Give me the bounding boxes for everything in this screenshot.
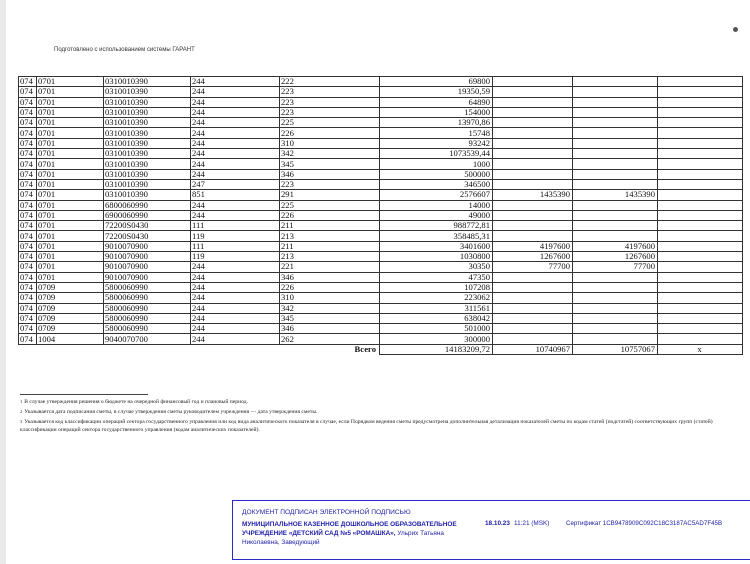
total-row bbox=[19, 344, 743, 354]
cell-kosgu-code: 342 bbox=[280, 149, 380, 159]
cell-extra bbox=[658, 107, 743, 117]
budget-table-body bbox=[19, 77, 743, 355]
cell-expense-type: 247 bbox=[191, 179, 280, 189]
cell-extra bbox=[658, 272, 743, 282]
cell-amount-current: 988772,81 bbox=[380, 221, 493, 231]
total-value: 10740967 bbox=[493, 344, 573, 354]
cell-amount-plan bbox=[573, 200, 658, 210]
table-row bbox=[19, 200, 743, 210]
cell-expense-type: 244 bbox=[191, 200, 280, 210]
cell-section-code: 0701 bbox=[37, 149, 104, 159]
signature-organization: МУНИЦИПАЛЬНОЕ КАЗЕННОЕ ДОШКОЛЬНОЕ ОБРАЗОВАТЕЛЬНОЕ УЧРЕЖДЕНИЕ «ДЕТСКИЙ САД №5 «РОМАШКА», bbox=[242, 521, 457, 537]
cell-chapter-code: 074 bbox=[19, 179, 37, 189]
cell-expense-type: 244 bbox=[191, 282, 280, 292]
cell-expense-type: 119 bbox=[191, 231, 280, 241]
cell-amount-current: 501000 bbox=[380, 324, 493, 334]
cell-amount-plan bbox=[573, 221, 658, 231]
cell-extra bbox=[658, 77, 743, 87]
cell-amount-current: 346500 bbox=[380, 179, 493, 189]
cell-kosgu-code: 223 bbox=[280, 87, 380, 97]
cell-amount-current: 223062 bbox=[380, 293, 493, 303]
cell-amount-current: 69800 bbox=[380, 77, 493, 87]
cell-amount-plan bbox=[573, 179, 658, 189]
cell-amount-plan bbox=[573, 272, 658, 282]
cell-amount-plan: 77700 bbox=[573, 262, 658, 272]
cell-amount-current: 13970,86 bbox=[380, 118, 493, 128]
table-row bbox=[19, 107, 743, 117]
cell-extra bbox=[658, 334, 743, 344]
cell-target-code: 9010070900 bbox=[104, 252, 191, 262]
cell-kosgu-code: 346 bbox=[280, 272, 380, 282]
cell-amount-next bbox=[493, 210, 573, 220]
cell-target-code: 5800060990 bbox=[104, 282, 191, 292]
cell-target-code: 0310010390 bbox=[104, 118, 191, 128]
cell-target-code: 0310010390 bbox=[104, 190, 191, 200]
footnotes bbox=[20, 398, 740, 436]
cell-section-code: 0701 bbox=[37, 262, 104, 272]
cell-chapter-code: 074 bbox=[19, 77, 37, 87]
cell-amount-plan bbox=[573, 107, 658, 117]
cell-amount-next bbox=[493, 107, 573, 117]
table-row bbox=[19, 159, 743, 169]
table-row bbox=[19, 118, 743, 128]
table-row bbox=[19, 303, 743, 313]
cell-target-code: 72200S0430 bbox=[104, 231, 191, 241]
cell-target-code: 0310010390 bbox=[104, 87, 191, 97]
cell-extra bbox=[658, 149, 743, 159]
cell-amount-current: 1000 bbox=[380, 159, 493, 169]
signature-time: 11:21 (MSK) bbox=[514, 520, 550, 527]
cell-chapter-code: 074 bbox=[19, 324, 37, 334]
table-row bbox=[19, 324, 743, 334]
cell-section-code: 0701 bbox=[37, 200, 104, 210]
cell-chapter-code: 074 bbox=[19, 190, 37, 200]
cell-amount-plan bbox=[573, 293, 658, 303]
cell-amount-next bbox=[493, 313, 573, 323]
cell-section-code: 0701 bbox=[37, 231, 104, 241]
cell-extra bbox=[658, 324, 743, 334]
cell-section-code: 0701 bbox=[37, 221, 104, 231]
cell-amount-plan bbox=[573, 324, 658, 334]
cell-chapter-code: 074 bbox=[19, 169, 37, 179]
cell-kosgu-code: 346 bbox=[280, 324, 380, 334]
cell-amount-next bbox=[493, 128, 573, 138]
cell-section-code: 0701 bbox=[37, 241, 104, 251]
cell-kosgu-code: 211 bbox=[280, 241, 380, 251]
cell-kosgu-code: 213 bbox=[280, 231, 380, 241]
cell-expense-type: 851 bbox=[191, 190, 280, 200]
cell-section-code: 0701 bbox=[37, 138, 104, 148]
cell-amount-plan bbox=[573, 77, 658, 87]
cell-amount-next bbox=[493, 179, 573, 189]
cell-expense-type: 119 bbox=[191, 252, 280, 262]
cell-kosgu-code: 213 bbox=[280, 252, 380, 262]
cell-section-code: 0701 bbox=[37, 159, 104, 169]
cell-amount-plan bbox=[573, 334, 658, 344]
table-row bbox=[19, 97, 743, 107]
cell-expense-type: 244 bbox=[191, 293, 280, 303]
cell-amount-current: 500000 bbox=[380, 169, 493, 179]
cell-kosgu-code: 226 bbox=[280, 128, 380, 138]
footnote bbox=[20, 398, 740, 406]
cell-kosgu-code: 221 bbox=[280, 262, 380, 272]
cell-section-code: 0709 bbox=[37, 282, 104, 292]
cell-section-code: 0701 bbox=[37, 97, 104, 107]
cell-amount-next bbox=[493, 282, 573, 292]
cell-chapter-code: 074 bbox=[19, 241, 37, 251]
cell-chapter-code: 074 bbox=[19, 231, 37, 241]
table-row bbox=[19, 282, 743, 292]
cell-chapter-code: 074 bbox=[19, 87, 37, 97]
cell-amount-current: 311561 bbox=[380, 303, 493, 313]
footnote bbox=[20, 418, 740, 435]
page-corner-dot bbox=[733, 27, 738, 32]
cell-amount-plan bbox=[573, 169, 658, 179]
cell-expense-type: 244 bbox=[191, 87, 280, 97]
e-signature-stamp bbox=[232, 500, 750, 560]
cell-extra bbox=[658, 169, 743, 179]
footnote-divider bbox=[20, 394, 148, 395]
total-value: 10757067 bbox=[573, 344, 658, 354]
cell-section-code: 0709 bbox=[37, 303, 104, 313]
cell-extra bbox=[658, 313, 743, 323]
document-page bbox=[6, 0, 750, 564]
cell-kosgu-code: 226 bbox=[280, 210, 380, 220]
signature-person: Ульрих Татьяна Николаевна, Заведующий bbox=[242, 530, 444, 546]
table-row bbox=[19, 149, 743, 159]
cell-expense-type: 244 bbox=[191, 107, 280, 117]
cell-section-code: 0701 bbox=[37, 107, 104, 117]
cell-extra bbox=[658, 200, 743, 210]
cell-expense-type: 244 bbox=[191, 138, 280, 148]
total-value: x bbox=[658, 344, 743, 354]
signature-certificate: Сертификат 1CB9478909C092C18C3187AC5AD7F45B bbox=[566, 520, 723, 527]
cell-target-code: 5800060990 bbox=[104, 324, 191, 334]
cell-amount-current: 49000 bbox=[380, 210, 493, 220]
cell-chapter-code: 074 bbox=[19, 159, 37, 169]
cell-kosgu-code: 211 bbox=[280, 221, 380, 231]
cell-section-code: 0701 bbox=[37, 190, 104, 200]
cell-extra bbox=[658, 87, 743, 97]
cell-target-code: 0310010390 bbox=[104, 159, 191, 169]
total-value: 14183209,72 bbox=[380, 344, 493, 354]
cell-kosgu-code: 225 bbox=[280, 118, 380, 128]
cell-amount-next bbox=[493, 169, 573, 179]
cell-section-code: 0709 bbox=[37, 293, 104, 303]
table-row bbox=[19, 128, 743, 138]
cell-extra bbox=[658, 179, 743, 189]
cell-amount-next bbox=[493, 200, 573, 210]
cell-amount-next bbox=[493, 221, 573, 231]
cell-extra bbox=[658, 138, 743, 148]
cell-amount-current: 358485,31 bbox=[380, 231, 493, 241]
cell-chapter-code: 074 bbox=[19, 252, 37, 262]
footnote bbox=[20, 408, 740, 416]
cell-chapter-code: 074 bbox=[19, 293, 37, 303]
header-note: Подготовлено с использованием системы ГАРАНТ bbox=[54, 47, 195, 53]
table-row bbox=[19, 313, 743, 323]
cell-extra bbox=[658, 118, 743, 128]
cell-expense-type: 244 bbox=[191, 159, 280, 169]
cell-amount-next bbox=[493, 87, 573, 97]
cell-amount-next bbox=[493, 293, 573, 303]
cell-expense-type: 244 bbox=[191, 128, 280, 138]
cell-kosgu-code: 291 bbox=[280, 190, 380, 200]
cell-target-code: 9040070700 bbox=[104, 334, 191, 344]
cell-amount-plan bbox=[573, 87, 658, 97]
table-row bbox=[19, 179, 743, 189]
table-row bbox=[19, 241, 743, 251]
cell-expense-type: 244 bbox=[191, 262, 280, 272]
cell-target-code: 0310010390 bbox=[104, 77, 191, 87]
cell-kosgu-code: 262 bbox=[280, 334, 380, 344]
table-row bbox=[19, 262, 743, 272]
cell-amount-current: 154000 bbox=[380, 107, 493, 117]
cell-extra bbox=[658, 128, 743, 138]
cell-amount-next bbox=[493, 149, 573, 159]
cell-extra bbox=[658, 282, 743, 292]
cell-extra bbox=[658, 210, 743, 220]
cell-expense-type: 244 bbox=[191, 149, 280, 159]
footnote-mark: 1 bbox=[20, 399, 23, 404]
cell-extra bbox=[658, 159, 743, 169]
cell-amount-current: 2576607 bbox=[380, 190, 493, 200]
cell-amount-plan bbox=[573, 282, 658, 292]
cell-amount-plan bbox=[573, 128, 658, 138]
cell-kosgu-code: 310 bbox=[280, 138, 380, 148]
table-row bbox=[19, 77, 743, 87]
cell-chapter-code: 074 bbox=[19, 303, 37, 313]
cell-expense-type: 244 bbox=[191, 210, 280, 220]
cell-amount-plan bbox=[573, 210, 658, 220]
cell-amount-next: 77700 bbox=[493, 262, 573, 272]
cell-chapter-code: 074 bbox=[19, 97, 37, 107]
cell-target-code: 5800060990 bbox=[104, 313, 191, 323]
cell-amount-current: 30350 bbox=[380, 262, 493, 272]
cell-chapter-code: 074 bbox=[19, 128, 37, 138]
cell-amount-current: 15748 bbox=[380, 128, 493, 138]
cell-expense-type: 111 bbox=[191, 241, 280, 251]
cell-expense-type: 244 bbox=[191, 272, 280, 282]
cell-kosgu-code: 346 bbox=[280, 169, 380, 179]
table-row bbox=[19, 334, 743, 344]
cell-amount-next bbox=[493, 231, 573, 241]
cell-target-code: 0310010390 bbox=[104, 149, 191, 159]
cell-expense-type: 244 bbox=[191, 97, 280, 107]
cell-expense-type: 244 bbox=[191, 334, 280, 344]
table-row bbox=[19, 221, 743, 231]
budget-table bbox=[18, 76, 743, 355]
cell-target-code: 0310010390 bbox=[104, 138, 191, 148]
cell-kosgu-code: 223 bbox=[280, 179, 380, 189]
cell-chapter-code: 074 bbox=[19, 210, 37, 220]
cell-target-code: 0310010390 bbox=[104, 179, 191, 189]
cell-amount-plan bbox=[573, 149, 658, 159]
cell-section-code: 0701 bbox=[37, 252, 104, 262]
footnote-text: В случае утверждения решения о бюджете на очередной финансовый год и плановый период. bbox=[24, 399, 248, 405]
cell-amount-next bbox=[493, 303, 573, 313]
cell-section-code: 0701 bbox=[37, 272, 104, 282]
cell-amount-current: 19350,59 bbox=[380, 87, 493, 97]
cell-amount-current: 64890 bbox=[380, 97, 493, 107]
signature-title: ДОКУМЕНТ ПОДПИСАН ЭЛЕКТРОННОЙ ПОДПИСЬЮ bbox=[242, 509, 411, 516]
cell-amount-next bbox=[493, 159, 573, 169]
cell-amount-plan bbox=[573, 313, 658, 323]
cell-target-code: 5800060990 bbox=[104, 293, 191, 303]
cell-extra bbox=[658, 252, 743, 262]
cell-amount-next: 4197600 bbox=[493, 241, 573, 251]
cell-expense-type: 244 bbox=[191, 303, 280, 313]
cell-section-code: 0701 bbox=[37, 87, 104, 97]
cell-chapter-code: 074 bbox=[19, 272, 37, 282]
cell-amount-plan bbox=[573, 159, 658, 169]
total-label: Всего bbox=[354, 344, 376, 355]
cell-target-code: 5800060990 bbox=[104, 303, 191, 313]
cell-amount-current: 638042 bbox=[380, 313, 493, 323]
cell-amount-plan bbox=[573, 303, 658, 313]
cell-extra bbox=[658, 221, 743, 231]
cell-section-code: 0701 bbox=[37, 128, 104, 138]
cell-target-code: 0310010390 bbox=[104, 97, 191, 107]
cell-amount-next bbox=[493, 272, 573, 282]
cell-chapter-code: 074 bbox=[19, 221, 37, 231]
cell-expense-type: 111 bbox=[191, 221, 280, 231]
cell-section-code: 1004 bbox=[37, 334, 104, 344]
cell-extra bbox=[658, 293, 743, 303]
cell-chapter-code: 074 bbox=[19, 118, 37, 128]
cell-kosgu-code: 226 bbox=[280, 282, 380, 292]
cell-amount-next: 1267600 bbox=[493, 252, 573, 262]
cell-expense-type: 244 bbox=[191, 313, 280, 323]
footnote-mark: 2 bbox=[20, 409, 23, 414]
cell-target-code: 6900060990 bbox=[104, 210, 191, 220]
cell-extra bbox=[658, 303, 743, 313]
footnote-text: Указывается дата подписания сметы, в случае утверждения сметы руководителем учреждения — дата утверждения сметы. bbox=[24, 409, 318, 415]
cell-kosgu-code: 223 bbox=[280, 97, 380, 107]
cell-target-code: 72200S0430 bbox=[104, 221, 191, 231]
cell-chapter-code: 074 bbox=[19, 262, 37, 272]
table-row bbox=[19, 210, 743, 220]
cell-amount-next bbox=[493, 138, 573, 148]
cell-extra bbox=[658, 190, 743, 200]
cell-extra bbox=[658, 97, 743, 107]
cell-expense-type: 244 bbox=[191, 118, 280, 128]
cell-kosgu-code: 225 bbox=[280, 200, 380, 210]
cell-amount-plan: 4197600 bbox=[573, 241, 658, 251]
cell-target-code: 9010070900 bbox=[104, 241, 191, 251]
cell-target-code: 0310010390 bbox=[104, 107, 191, 117]
cell-target-code: 0310010390 bbox=[104, 169, 191, 179]
cell-amount-current: 300000 bbox=[380, 334, 493, 344]
signature-signer bbox=[242, 520, 477, 547]
cell-kosgu-code: 310 bbox=[280, 293, 380, 303]
cell-target-code: 9010070900 bbox=[104, 262, 191, 272]
cell-kosgu-code: 222 bbox=[280, 77, 380, 87]
cell-target-code: 0310010390 bbox=[104, 128, 191, 138]
cell-section-code: 0709 bbox=[37, 324, 104, 334]
cell-extra bbox=[658, 262, 743, 272]
cell-section-code: 0701 bbox=[37, 210, 104, 220]
cell-amount-current: 1030800 bbox=[380, 252, 493, 262]
table-row bbox=[19, 87, 743, 97]
cell-amount-plan: 1267600 bbox=[573, 252, 658, 262]
table-row bbox=[19, 272, 743, 282]
footnote-mark: 3 bbox=[20, 419, 23, 424]
cell-expense-type: 244 bbox=[191, 169, 280, 179]
cell-chapter-code: 074 bbox=[19, 313, 37, 323]
cell-amount-next bbox=[493, 77, 573, 87]
cell-target-code: 9010070900 bbox=[104, 272, 191, 282]
cell-kosgu-code: 345 bbox=[280, 313, 380, 323]
cell-amount-next bbox=[493, 324, 573, 334]
cell-chapter-code: 074 bbox=[19, 138, 37, 148]
cell-amount-plan bbox=[573, 118, 658, 128]
cell-section-code: 0701 bbox=[37, 77, 104, 87]
footnote-text: Указывается код классификации операций сектора государственного управления или код вида аналитического показателя в случае, если Порядком ведения сметы предусмотрена дополнительная детализация показателей сметы по кодам статей (подстатей) соответствующих групп (статей) классификации операций сектора государственного управления (кодам аналитических показателей). bbox=[20, 419, 713, 434]
signature-date: 18.10.23 bbox=[485, 520, 510, 527]
cell-extra bbox=[658, 241, 743, 251]
cell-amount-current: 93242 bbox=[380, 138, 493, 148]
cell-kosgu-code: 223 bbox=[280, 107, 380, 117]
cell-amount-next bbox=[493, 97, 573, 107]
cell-expense-type: 244 bbox=[191, 77, 280, 87]
cell-amount-current: 1073539,44 bbox=[380, 149, 493, 159]
cell-amount-plan bbox=[573, 231, 658, 241]
cell-amount-next bbox=[493, 118, 573, 128]
cell-section-code: 0709 bbox=[37, 313, 104, 323]
cell-chapter-code: 074 bbox=[19, 200, 37, 210]
cell-amount-current: 47350 bbox=[380, 272, 493, 282]
cell-chapter-code: 074 bbox=[19, 282, 37, 292]
cell-kosgu-code: 342 bbox=[280, 303, 380, 313]
cell-target-code: 6800060990 bbox=[104, 200, 191, 210]
cell-chapter-code: 074 bbox=[19, 107, 37, 117]
table-row bbox=[19, 231, 743, 241]
cell-amount-next: 1435390 bbox=[493, 190, 573, 200]
table-row bbox=[19, 252, 743, 262]
cell-amount-plan bbox=[573, 138, 658, 148]
cell-amount-plan bbox=[573, 97, 658, 107]
cell-chapter-code: 074 bbox=[19, 149, 37, 159]
table-row bbox=[19, 169, 743, 179]
cell-section-code: 0701 bbox=[37, 118, 104, 128]
table-row bbox=[19, 293, 743, 303]
cell-extra bbox=[658, 231, 743, 241]
cell-chapter-code: 074 bbox=[19, 334, 37, 344]
cell-section-code: 0701 bbox=[37, 179, 104, 189]
cell-amount-current: 107208 bbox=[380, 282, 493, 292]
table-row bbox=[19, 190, 743, 200]
cell-amount-plan: 1435390 bbox=[573, 190, 658, 200]
cell-amount-current: 14000 bbox=[380, 200, 493, 210]
cell-amount-current: 3401600 bbox=[380, 241, 493, 251]
table-row bbox=[19, 138, 743, 148]
cell-section-code: 0701 bbox=[37, 169, 104, 179]
cell-amount-next bbox=[493, 334, 573, 344]
cell-kosgu-code: 345 bbox=[280, 159, 380, 169]
cell-expense-type: 244 bbox=[191, 324, 280, 334]
